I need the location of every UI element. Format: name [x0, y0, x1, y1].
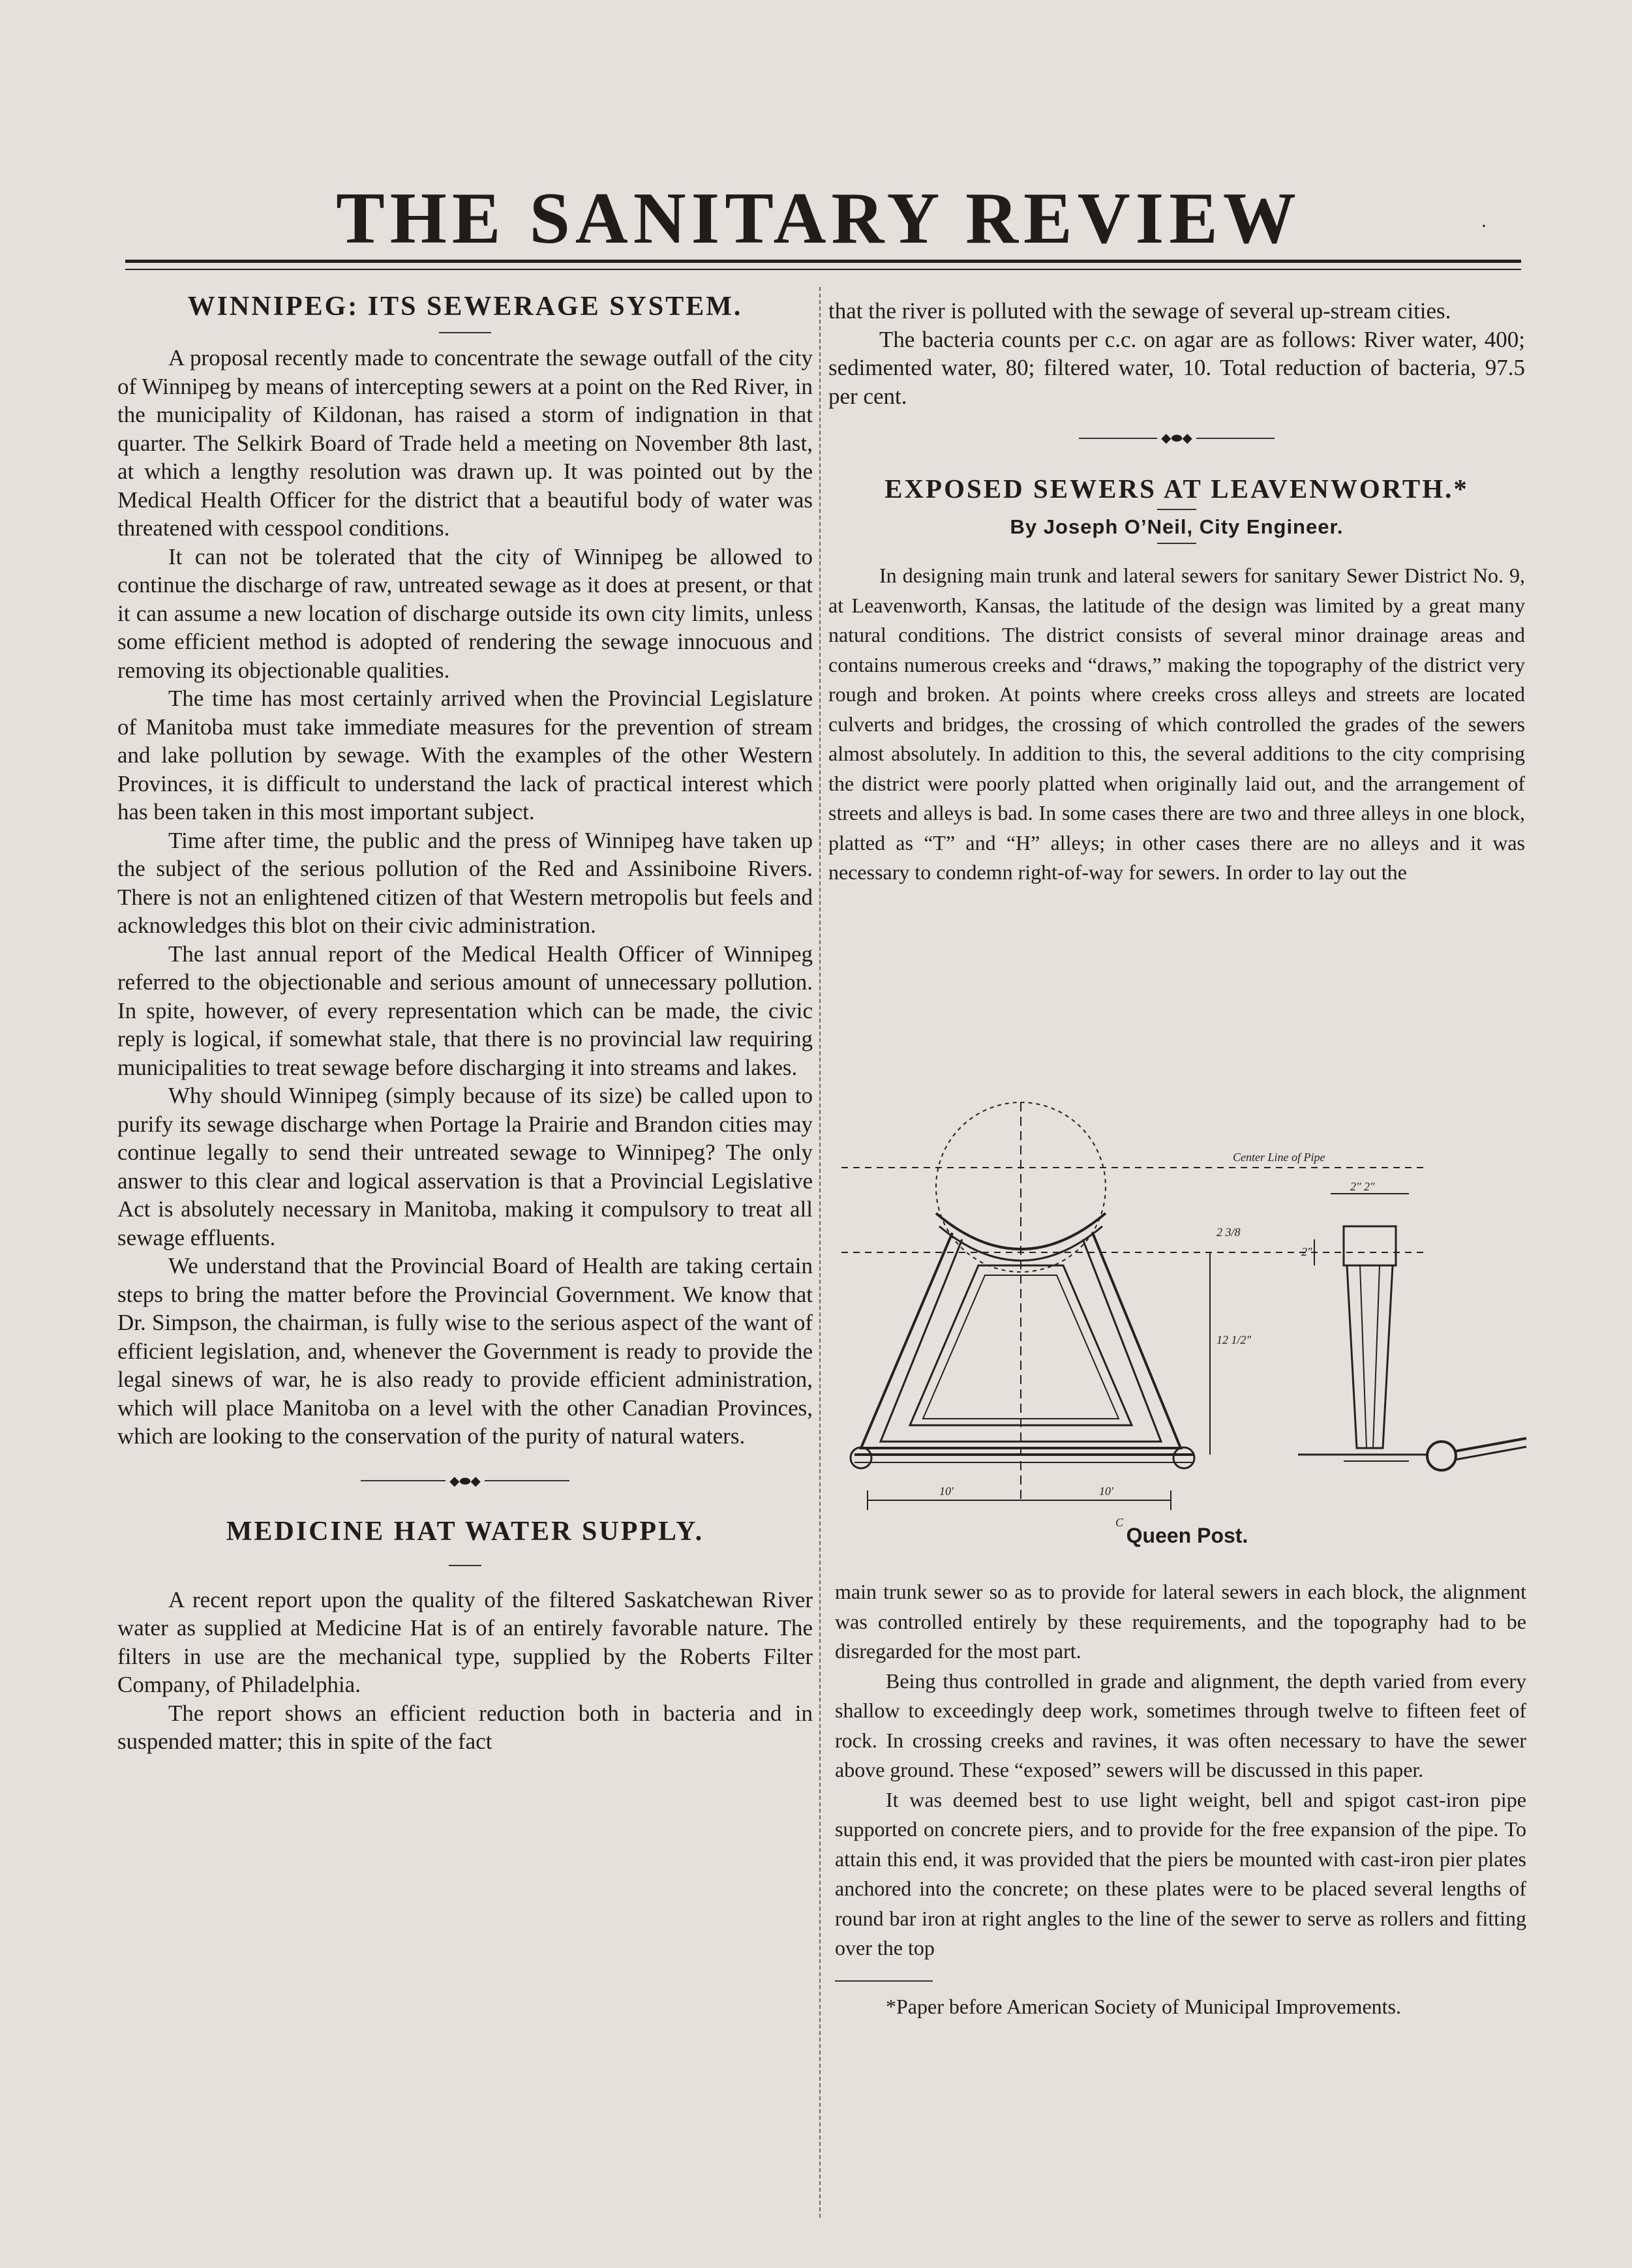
queen-post-diagram: [841, 1070, 1533, 1565]
medicine-hat-headline: MEDICINE HAT WATER SUPPLY.: [226, 1516, 704, 1547]
dim-label: 2": [1301, 1245, 1312, 1258]
section-ornament: ◆⬬◆: [828, 430, 1525, 446]
medicine-hat-continuation: The bacteria counts per c.c. on agar are as follows: River water, 400; sedimented water, 80; filtered water, 10. Total reduction of bacteria, 97.5 per cent.: [828, 326, 1525, 409]
leavenworth-paragraph: It was deemed best to use light weight, bell and spigot cast-iron pipe supported on concrete piers, and to provide for the free expansion of the pipe. To attain this end, it was provided that the piers be mounted with cast-iron pier plates anchored into the concrete; on these plates were to be placed several lengths of round bar iron at right angles to the line of the sewer to serve as rollers and fitting over the top: [835, 1787, 1526, 1959]
leavenworth-paragraph: Being thus controlled in grade and alignment, the depth varied from every shallow to exceedingly deep work, sometimes through twelve to fifteen feet of rock. In crossing creeks and ravines, it was often necessary to have the sewer above ground. These “exposed” sewers will be discussed in this paper.: [835, 1669, 1526, 1781]
winnipeg-headline: WINNIPEG: ITS SEWERAGE SYSTEM.: [187, 292, 743, 322]
winnipeg-paragraph: Time after time, the public and the press of Winnipeg have taken up the subject of the serious pollution of the Red and Assiniboine Rivers. There is not an enlightened citizen of that Western metropolis but feels and acknowledges this blot on their civic administration.: [117, 827, 813, 938]
dim-label: 10': [939, 1485, 954, 1498]
dim-label: 2" 2": [1350, 1180, 1375, 1193]
right-column-top: [828, 297, 1525, 888]
winnipeg-paragraph: It can not be tolerated that the city of Winnipeg be allowed to continue the discharge of raw, untreated sewage as it does at present, or that it can assume a new location of discharge outside its own city limits, unless some efficient method is adopted of rendering the sewage innocuous and removing its objectionable qualities.: [117, 543, 813, 683]
dim-label: 2 3/8: [1216, 1226, 1241, 1239]
masthead-title: THE SANITARY REVIEW: [336, 178, 1301, 259]
dim-label: C: [1115, 1516, 1124, 1529]
masthead-rule: [125, 260, 1521, 263]
medicine-hat-paragraph: A recent report upon the quality of the filtered Saskatchewan River water as supplied at Medicine Hat is of an entirely favorable nature. The filters in use are the mechanical type, supplied by the Roberts Filter Company, of Philadelphia.: [117, 1586, 813, 1697]
headline-rule: [449, 1565, 481, 1566]
leavenworth-paragraph: In designing main trunk and lateral sewers for sanitary Sewer District No. 9, at Leavenworth, Kansas, the latitude of the design was limited by a great many natural conditions. The district consists of several minor drainage areas and contains numerous creeks and “draws,” making the topography of the district very rough and broken. At points where creeks cross alleys and streets are located culverts and bridges, the crossing of which controlled the grades of the sewers almost absolutely. In addition to this, the several additions to the city comprising the district were poorly platted when originally laid out, and the arrangement of streets and alleys is bad. In some cases there are two and three alleys in one block, platted as “T” and “H” alleys; in other cases there are no alleys and it was necessary to condemn right-of-way for sewers. In order to lay out the: [828, 564, 1525, 884]
section-ornament: ◆⬬◆: [117, 1473, 813, 1489]
byline: By Joseph O’Neil, City Engineer.: [1010, 515, 1344, 538]
leavenworth-paragraph: main trunk sewer so as to provide for lateral sewers in each block, the alignment was controlled entirely by these requirements, and the topography had to be disregarded for the most part.: [835, 1580, 1526, 1663]
winnipeg-paragraph: The time has most certainly arrived when the Provincial Legislature of Manitoba must take immediate measures for the prevention of stream and lake pollution by sewage. With the examples of the other Western Provinces, it is difficult to understand the lack of practical interest which has been taken in this most important subject.: [117, 686, 813, 824]
byline-rule: [1157, 543, 1196, 544]
winnipeg-paragraph: Why should Winnipeg (simply because of its size) be called upon to purify its sewage discharge when Portage la Prairie and Brandon cities may continue legally to send their untreated sewage to Winnipeg? The only answer to this clear and logical asservation is that a Provincial Legislative Act is absolutely necessary in Manitoba, making it compulsory to treat all sewage effluents.: [117, 1083, 813, 1250]
masthead-rule-thin: [125, 269, 1521, 270]
medicine-hat-paragraph: The report shows an efficient reduction both in bacteria and in suspended matter; this in spite of the fact: [117, 1700, 813, 1754]
left-column: [117, 290, 813, 1756]
leavenworth-headline: EXPOSED SEWERS AT LEAVENWORTH.*: [884, 474, 1469, 504]
center-line-label: Center Line of Pipe: [1233, 1151, 1325, 1164]
headline-rule: [1157, 509, 1196, 510]
print-mark: ·: [1481, 215, 1487, 237]
footnote: *Paper before American Society of Municipal Improvements.: [886, 1994, 1401, 2018]
dim-label: 12 1/2": [1216, 1333, 1252, 1346]
winnipeg-paragraph: The last annual report of the Medical Health Officer of Winnipeg referred to the objectionable and serious amount of unnecessary pollution. In spite, however, of every representation which can be made, the civic reply is logical, if somewhat stale, that there is no provincial law requiring municipalities to treat sewage before discharging it into streams and lakes.: [117, 941, 813, 1080]
winnipeg-paragraph: We understand that the Provincial Board of Health are taking certain steps to bring the matter before the Provincial Government. We know that Dr. Simpson, the chairman, is fully wise to the serious aspect of the want of efficient legislation, and, whenever the Government is ready to provide the legal sinews of war, he is also ready to provide efficient administration, which will place Manitoba on a level with the other Canadian Provinces, which are looking to the conservation of the purity of natural waters.: [117, 1253, 813, 1449]
headline-rule: [439, 332, 491, 333]
figure-caption: Queen Post.: [1126, 1524, 1248, 1547]
column-divider: [819, 287, 821, 2218]
winnipeg-paragraph: A proposal recently made to concentrate the sewage outfall of the city of Winnipeg by means of intercepting sewers at a point on the Red River, in the municipality of Kildonan, has raised a storm of indignation in that quarter. The Selkirk Board of Trade held a meeting on November 8th last, at which a lengthy resolution was drawn up. It was pointed out by the Medical Health Officer for the district that a beautiful body of water was threatened with cesspool conditions.: [117, 345, 813, 541]
right-column-bottom: [835, 1577, 1526, 2021]
footnote-rule: [835, 1980, 933, 1982]
dim-label: 10': [1099, 1485, 1113, 1498]
medicine-hat-continuation: that the river is polluted with the sewage of several up-stream cities.: [828, 298, 1451, 324]
